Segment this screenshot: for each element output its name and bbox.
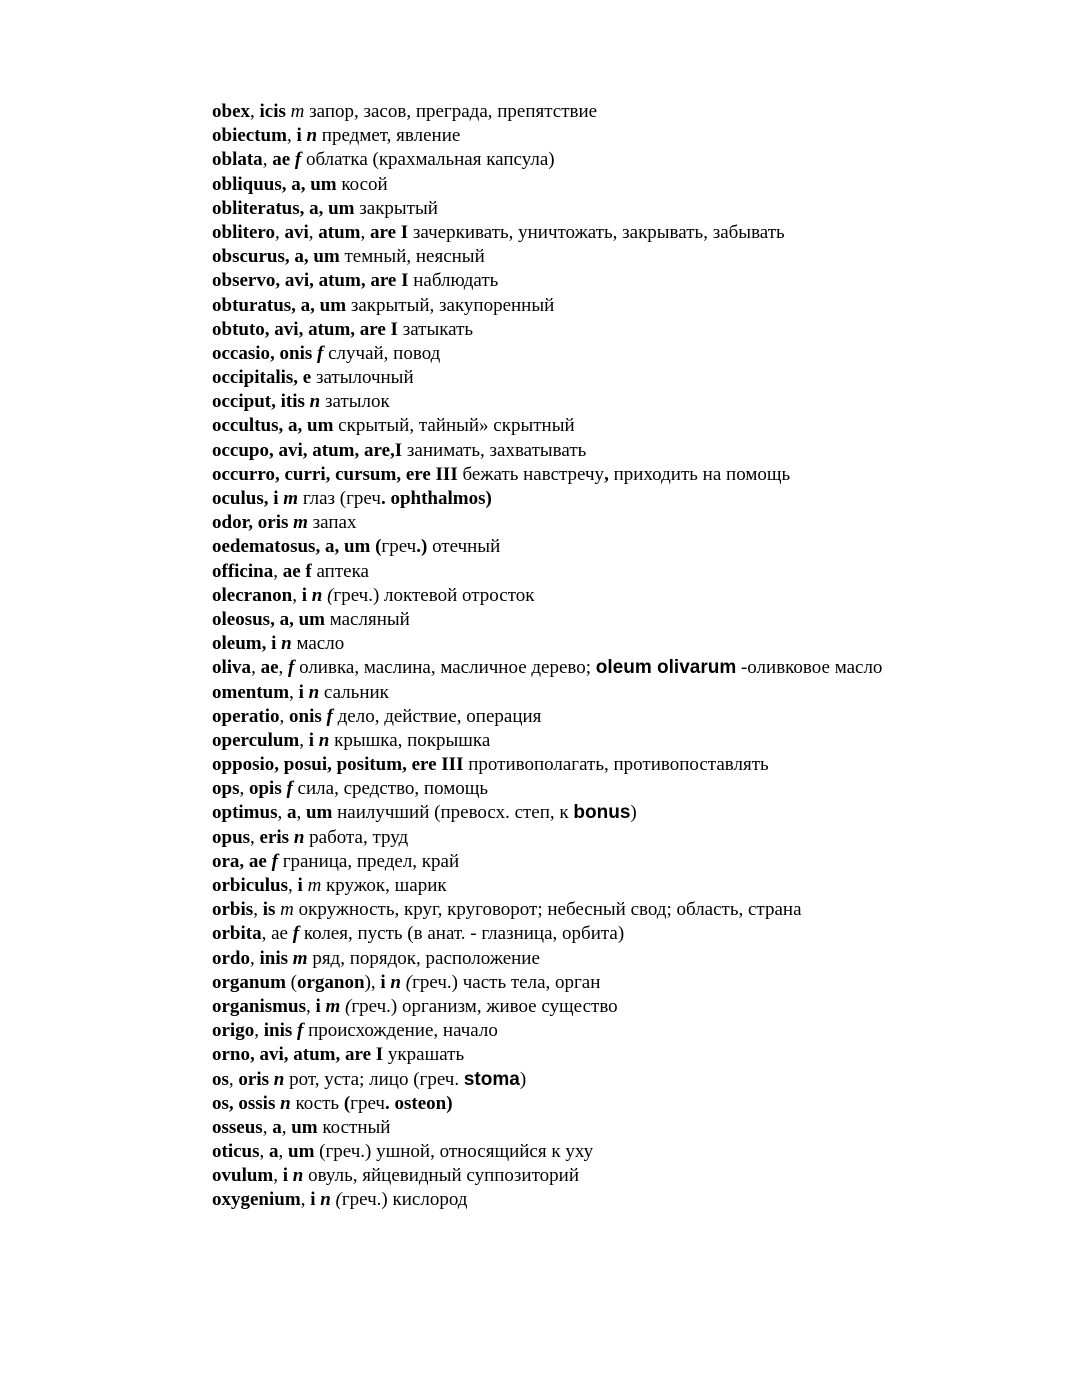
definition-text: , (288, 875, 298, 896)
definition-text: приходить на помощь (608, 463, 791, 485)
definition-text: закрытый, закупоренный (346, 294, 555, 316)
grammar-form: onis (289, 705, 322, 727)
dictionary-entry (212, 245, 882, 269)
definition-text: овуль, яйцевидный суппозиторий (303, 1165, 579, 1187)
definition-text: , ае (261, 923, 293, 945)
grammar-form: .) (416, 536, 428, 558)
definition-text: бежать навстречу (457, 463, 605, 485)
dictionary-entry (212, 197, 882, 221)
headword: oedematosus, a, um (212, 536, 371, 558)
definition-text: масляный (324, 608, 410, 630)
grammar-marker: f (286, 778, 293, 800)
dictionary-entry (212, 463, 882, 487)
definition-text: , (259, 1141, 269, 1163)
headword: omentum (212, 681, 290, 703)
definition-text: запор, засов, преграда, препятствие (304, 101, 598, 122)
definition-text: зачеркивать, уничтожать, закрывать, забывать (408, 221, 785, 243)
grammar-marker: m (283, 488, 299, 509)
definition-text: , (262, 1116, 273, 1138)
definition-text: скрытый, тайный» скрытный (333, 415, 575, 437)
definition-text: облатка (крахмальная капсула) (301, 149, 555, 171)
definition-text: наилучший (превосх. степ, к (332, 802, 574, 824)
headword: opus (212, 826, 251, 848)
headword: olecranon (212, 584, 293, 606)
definition-text: случай, повод (323, 342, 441, 364)
dictionary-entry-list (212, 100, 882, 1213)
grammar-marker: f (271, 850, 278, 872)
definition-text: греч.) локтевой отросток (333, 584, 535, 606)
grammar-marker: n (320, 1189, 331, 1211)
grammar-marker: n (292, 1165, 304, 1187)
dictionary-entry (212, 608, 882, 632)
dictionary-entry (212, 971, 882, 995)
dictionary-entry (212, 560, 882, 584)
grammar-form: organon (296, 971, 365, 993)
headword: oblitero (212, 221, 275, 243)
definition-text: глаз (греч (298, 488, 381, 509)
dictionary-entry (212, 1140, 882, 1164)
headword: orbiculus (212, 875, 289, 896)
grammar-marker: n (280, 1092, 291, 1114)
dictionary-entry (212, 124, 882, 148)
definition-text: греч.) кислород (341, 1189, 468, 1211)
headword: opposio, posui, positum, ere III (212, 754, 464, 776)
definition-text: противополагать, противопоставлять (463, 754, 769, 776)
dictionary-entry (212, 511, 882, 535)
grammar-form: ae (260, 657, 279, 679)
grammar-marker: m (292, 947, 308, 969)
dictionary-entry (212, 173, 882, 197)
dictionary-entry (212, 294, 882, 318)
dictionary-entry (212, 826, 882, 850)
headword: ordo (212, 947, 250, 969)
headword: obliquus, a, um (212, 173, 337, 195)
definition-text: , (239, 778, 249, 800)
grammar-form: ae (272, 149, 291, 171)
grammar-form: i (310, 1189, 316, 1211)
grammar-form: oleum olivarum (595, 657, 737, 679)
dictionary-entry (212, 922, 882, 946)
grammar-form: um (305, 802, 333, 824)
dictionary-entry (212, 1092, 882, 1116)
headword: observo, avi, atum, are I (212, 270, 409, 292)
dictionary-entry (212, 753, 882, 777)
dictionary-entry (212, 898, 882, 922)
definition-text: ) (519, 1068, 527, 1090)
definition-text: греч.) часть тела, орган (412, 971, 601, 993)
definition-text: занимать, захватывать (402, 439, 587, 461)
grammar-marker: f (294, 149, 302, 171)
dictionary-entry (212, 995, 882, 1019)
definition-text: , (279, 705, 290, 727)
grammar-marker: n (318, 729, 330, 751)
grammar-form: inis (263, 1020, 293, 1042)
dictionary-entry (212, 801, 882, 825)
grammar-marker: ( (345, 995, 352, 1017)
headword: obtuto, avi, atum, are I (212, 318, 398, 340)
definition-text: костный (317, 1116, 391, 1138)
headword: optimus (212, 802, 278, 824)
headword: origo (212, 1020, 255, 1042)
headword: obturatus, a, um (212, 294, 347, 316)
grammar-form: i (296, 125, 302, 147)
headword: obliteratus, a, um (212, 197, 355, 219)
headword: occupo, avi, atum, are,I (212, 439, 403, 461)
grammar-marker: n (281, 633, 292, 655)
headword: obscurus, a, um (212, 246, 340, 268)
definition-text: , (278, 1141, 288, 1163)
grammar-form: i (297, 875, 303, 896)
headword: osseus (212, 1116, 263, 1138)
definition-text: оливка, маслина, масличное дерево; (294, 657, 596, 679)
grammar-form: i (315, 995, 321, 1017)
definition-text: , (250, 947, 260, 969)
definition-text: , (273, 1165, 283, 1187)
definition-text: косой (336, 173, 388, 195)
definition-text: украшать (383, 1044, 465, 1066)
dictionary-entry (212, 705, 882, 729)
definition-text: закрытый (354, 197, 438, 219)
definition-text: , (277, 802, 287, 824)
definition-text: рот, уста; лицо (греч. (284, 1068, 464, 1090)
dictionary-entry (212, 342, 882, 366)
dictionary-entry (212, 1068, 882, 1092)
grammar-form: a (269, 1141, 279, 1163)
grammar-form: opis (248, 778, 282, 800)
grammar-marker: f (297, 1020, 304, 1042)
headword: orbis (212, 899, 254, 921)
grammar-form: a (286, 802, 297, 824)
grammar-form: oris (238, 1068, 270, 1090)
headword: officina (212, 560, 274, 582)
headword: oxygenium (212, 1189, 301, 1211)
dictionary-entry (212, 390, 882, 414)
definition-text: темный, неясный (339, 246, 485, 268)
grammar-form: i (308, 729, 315, 751)
definition-text: крышка, покрышка (329, 729, 491, 751)
headword: os, ossis (212, 1092, 276, 1114)
dictionary-entry (212, 366, 882, 390)
definition-text: кость (290, 1092, 344, 1114)
definition-text: работа, труд (304, 826, 409, 848)
dictionary-entry (212, 874, 882, 898)
headword: oblata (212, 149, 263, 171)
headword: orno, avi, atum, are I (212, 1044, 384, 1066)
definition-text: -оливковое масло (736, 657, 883, 679)
grammar-marker: f (292, 923, 300, 945)
grammar-marker: ( (327, 584, 334, 606)
dictionary-entry (212, 656, 882, 680)
definition-text: затылок (320, 391, 390, 413)
grammar-form: icis (259, 101, 286, 122)
dictionary-entry (212, 584, 882, 608)
headword: ovulum (212, 1165, 274, 1187)
dictionary-entry (212, 1188, 882, 1212)
grammar-form: i (298, 681, 304, 703)
headword: occultus, a, um (212, 415, 334, 437)
definition-text: , (254, 1020, 264, 1042)
definition-text: , (305, 995, 316, 1017)
definition-text: , (281, 1116, 292, 1138)
headword: occasio, onis (212, 342, 313, 364)
headword: oleosus, a, um (212, 608, 325, 630)
dictionary-entry (212, 1164, 882, 1188)
definition-text: , (250, 826, 260, 848)
headword: operculum (212, 729, 300, 751)
definition-text: ) (630, 802, 637, 824)
grammar-form: um (288, 1141, 315, 1163)
dictionary-entry (212, 850, 882, 874)
grammar-form: avi (284, 221, 309, 243)
definition-text: затылочный (311, 367, 414, 389)
dictionary-entry (212, 221, 882, 245)
headword: obex (212, 101, 250, 122)
definition-text: наблюдать (408, 270, 499, 292)
definition-text: предмет, явление (317, 125, 461, 147)
definition-text: , (278, 657, 288, 679)
grammar-form: ( (375, 536, 382, 558)
headword: os (212, 1068, 229, 1090)
dictionary-entry (212, 777, 882, 801)
dictionary-entry (212, 148, 882, 172)
definition-text: , (262, 149, 273, 171)
headword: occipitalis, e (212, 367, 312, 389)
grammar-marker: n (309, 391, 321, 413)
grammar-form: i (301, 584, 307, 606)
grammar-marker: m (293, 512, 308, 534)
headword: ora, ae (212, 850, 267, 872)
grammar-marker: n (308, 681, 320, 703)
grammar-form: ( (343, 1092, 351, 1114)
definition-text: , (308, 221, 319, 243)
headword: oleum, i (212, 633, 277, 655)
definition-text: (греч.) ушной, относящийся к уху (314, 1141, 594, 1163)
grammar-form: are I (370, 221, 409, 243)
grammar-marker: m (307, 875, 322, 896)
dictionary-entry (212, 947, 882, 971)
definition-text: , (228, 1068, 239, 1090)
definition-text: греч (381, 536, 417, 558)
dictionary-entry (212, 1116, 882, 1140)
grammar-form: , (604, 463, 609, 485)
dictionary-entry (212, 269, 882, 293)
headword: organismus (212, 995, 306, 1017)
grammar-marker: f (326, 705, 333, 727)
grammar-marker: ( (405, 971, 413, 993)
grammar-marker: n (390, 971, 401, 993)
headword: odor, oris (212, 512, 289, 534)
headword: organum (212, 971, 286, 993)
headword: oliva (212, 657, 252, 679)
definition-text: колея, пусть (в анат. - глазница, орбита) (299, 923, 625, 945)
grammar-marker: n (306, 125, 318, 147)
definition-text: , (274, 221, 285, 243)
dictionary-entry (212, 487, 882, 511)
definition-text: происхождение, начало (303, 1020, 498, 1042)
grammar-form: i (282, 1165, 289, 1187)
grammar-form: . ophthalmos) (380, 488, 492, 509)
definition-text: ряд, порядок, расположение (307, 947, 540, 969)
definition-text: , (292, 584, 302, 606)
definition-text: , (253, 899, 263, 921)
grammar-marker: f (317, 342, 324, 364)
headword: oculus, i (212, 488, 279, 509)
grammar-marker: m (290, 101, 305, 122)
definition-text: запах (307, 512, 357, 534)
definition-text: , (299, 729, 309, 751)
dictionary-entry (212, 681, 882, 705)
grammar-marker: f (288, 657, 295, 679)
grammar-form: . osteon) (384, 1092, 453, 1114)
definition-text: дело, действие, операция (332, 705, 542, 727)
definition-text: ( (285, 971, 297, 993)
definition-text: сила, средство, помощь (292, 778, 489, 800)
definition-text: масло (291, 633, 345, 655)
dictionary-entry (212, 414, 882, 438)
dictionary-entry (212, 439, 882, 463)
grammar-marker: n (293, 826, 305, 848)
headword: occiput, itis (212, 391, 305, 413)
grammar-form: eris (259, 826, 290, 848)
definition-text: кружок, шарик (321, 875, 447, 896)
grammar-marker: n (311, 584, 323, 606)
headword: occurro, curri, cursum, ere III (212, 463, 458, 485)
definition-text: отечный (427, 536, 501, 558)
definition-text: греч.) организм, живое существо (351, 995, 618, 1017)
definition-text: греч (350, 1092, 385, 1114)
headword: operatio (212, 705, 280, 727)
dictionary-entry (212, 1043, 882, 1067)
grammar-form: i (380, 971, 386, 993)
definition-text: , (289, 681, 299, 703)
dictionary-entry (212, 318, 882, 342)
definition-text: , (286, 125, 297, 147)
grammar-marker: m (280, 899, 294, 921)
grammar-form: atum (318, 221, 361, 243)
definition-text: граница, предел, край (277, 850, 460, 872)
definition-text: , (360, 221, 370, 243)
definition-text: , (273, 560, 283, 582)
definition-text: , (250, 101, 260, 122)
grammar-form: a (272, 1116, 282, 1138)
headword: ops (212, 778, 240, 800)
definition-text: затыкать (397, 318, 474, 340)
grammar-marker: n (273, 1068, 285, 1090)
grammar-form: ae f (282, 560, 312, 582)
definition-text: , (300, 1189, 311, 1211)
dictionary-entry (212, 729, 882, 753)
headword: oticus (212, 1141, 260, 1163)
definition-text: окружность, круг, круговорот; небесный свод; область, страна (293, 899, 802, 921)
dictionary-entry (212, 632, 882, 656)
headword: orbita (212, 923, 262, 945)
grammar-form: bonus (573, 802, 631, 824)
grammar-form: um (291, 1116, 318, 1138)
definition-text: , (296, 802, 306, 824)
grammar-marker: ( (335, 1189, 342, 1211)
grammar-form: stoma (463, 1068, 520, 1090)
grammar-form: is (262, 899, 276, 921)
definition-text: , (251, 657, 261, 679)
dictionary-entry (212, 535, 882, 559)
dictionary-entry (212, 100, 882, 124)
definition-text: аптека (311, 560, 369, 582)
definition-text: сальник (319, 681, 389, 703)
dictionary-entry (212, 1019, 882, 1043)
grammar-marker: m (325, 995, 341, 1017)
headword: obiectum (212, 125, 287, 147)
grammar-form: inis (259, 947, 289, 969)
definition-text: ), (364, 971, 381, 993)
